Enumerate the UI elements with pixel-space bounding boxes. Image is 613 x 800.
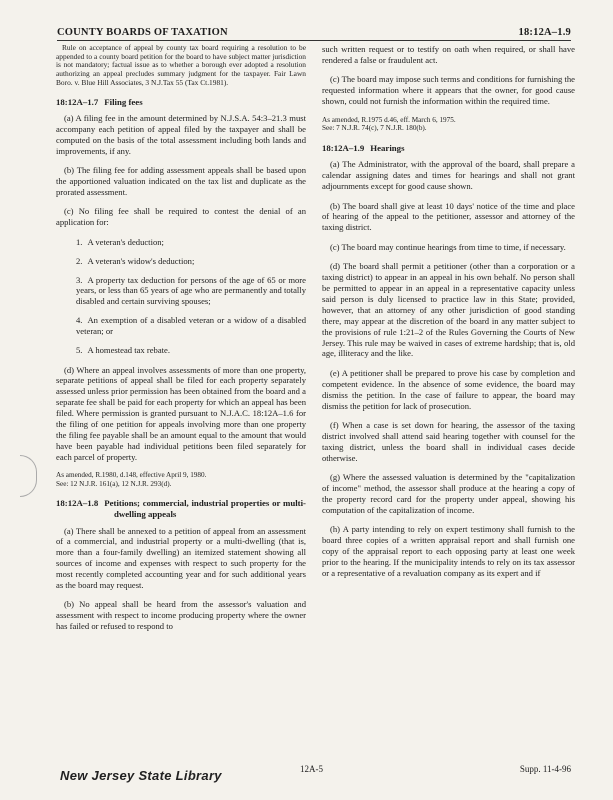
right-column <box>322 44 575 587</box>
section-heading-1-9 <box>322 143 575 154</box>
list-item: 5. A homestead tax rebate. <box>76 345 171 356</box>
left-column <box>56 44 306 641</box>
paragraph: (c) No filing fee shall be required to contest the denial of an application for: <box>56 206 306 228</box>
section-title: Filing fees <box>104 96 143 107</box>
paragraph: such written request or to testify on oath when required, or shall have rendered a false or fraudulent act. <box>322 44 575 65</box>
exemption-list <box>56 237 306 356</box>
paragraph: (e) A petitioner shall be prepared to prove his case by completion and competent evidence. In the absence of some evidence, the board may dismiss the petition. In the case of failure to appear, the board may dismiss the petition for lack of prosecution. <box>322 367 575 411</box>
paragraph: (a) A filing fee in the amount determined by N.J.S.A. 54:3–21.3 must accompany each petition of appeal filed by the taxpayer and shall be computed on the basis of the total assessment including both lands and improvements, if any. <box>56 113 306 156</box>
page-footer <box>60 764 571 784</box>
paragraph: (f) When a case is set down for hearing, the assessor of the taxing district involved shall attend said hearing together with counsel for the taxing district, unless the board shall in individual cases decide otherwise. <box>322 419 575 463</box>
paragraph: (d) The board shall permit a petitioner (other than a corporation or a taxing district) to appear in an appeal in his own behalf. No person shall be permitted to appear in an appeal in a representative capacity unless said person is duly licensed to practice law in this State; provided, however, that an attorney of any other jurisdiction of good standing there, may appear at the discretion of the board in any matter subject to the provisions of rule 1:21–2 of the Rules Governing the Courts of New Jersey. This rule may be waived in cases of extreme hardship; that is, old age, illiteracy and the like. <box>322 261 575 359</box>
header-section: 18:12A–1.9 <box>518 27 571 38</box>
list-item: 3. A property tax deduction for persons of the age of 65 or more years, or less than 65 years of age who are permanently and totally disabled and certain surviving spouses; <box>76 274 306 307</box>
section-number: 18:12A–1.7 <box>56 96 99 107</box>
library-stamp: New Jersey State Library <box>60 768 222 783</box>
binding-mark <box>20 455 37 497</box>
paragraph: (b) The filing fee for adding assessment appeals shall be based upon the apportioned valuation indicated on the tax list and duplicate as the prorated assessment. <box>56 165 306 198</box>
section-number: 18:12A–1.8 <box>56 498 99 509</box>
paragraph: (d) Where an appeal involves assessments of more than one property, separate petitions of appeal shall be filed for each property separately assessed unless prior permission has been obtained from the board and a separate fee shall be paid for each property for which an appeal has been filed. Where permission is granted pursuant to N.J.A.C. 18:12A–1.6 for the filing of one petition for appeals involving more than one property the filing fee payable shall be an amount equal to the amount that would have been payable had individual petitions been filed separately for each parcel of property. <box>56 364 306 462</box>
paragraph: (a) The Administrator, with the approval of the board, shall prepare a calendar assigning dates and times for hearings and shall not grant adjournments except for good cause shown. <box>322 159 575 192</box>
paragraph: (g) Where the assessed valuation is determined by the "capitalization of income" method, the assessor shall produce at the hearing a copy of the property record card for the property under appeal, showing his computation of the capitalization of income. <box>322 472 575 515</box>
paragraph: (b) No appeal shall be heard from the assessor's valuation and assessment with respect to income producing property where the owner has failed or refused to respond to <box>56 599 306 632</box>
header-title: COUNTY BOARDS OF TAXATION <box>57 27 228 38</box>
paragraph: (a) There shall be annexed to a petition of appeal from an assessment of a commercial, and industrial property or a multi-dwelling (that is, more than a four-family dwelling) an itemized statement showing all sources of income and expenses with respect to such property for the most recently completed accounting year and for such additional years as the board may request. <box>56 525 306 591</box>
section-title: Petitions; commercial, industrial properties or multi-dwelling appeals <box>104 498 306 519</box>
section-heading-1-7 <box>56 97 306 108</box>
running-header <box>57 22 571 41</box>
section-heading-1-8 <box>56 498 306 519</box>
list-item: 4. An exemption of a disabled veteran or a widow of a disabled veteran; or <box>76 315 306 337</box>
list-item: 1. A veteran's deduction; <box>76 236 164 247</box>
list-item: 2. A veteran's widow's deduction; <box>76 255 195 266</box>
page-number: 12A-5 <box>300 764 323 774</box>
supplement-date: Supp. 11-4-96 <box>519 764 571 774</box>
section-number: 18:12A–1.9 <box>322 142 365 153</box>
paragraph: (h) A party intending to rely on expert testimony shall furnish to the board three copies of a written appraisal report and shall furnish one copy of the appraisal report to each opposing party at least one week prior to the hearing. If the municipality intends to rely on its tax assessor or a representative of a revaluation company as its expert and if <box>322 524 575 578</box>
amendment-note: As amended, R.1980, d.148, effective April 9, 1980. See: 12 N.J.R. 161(a), 12 N.J.R. 293(d). <box>56 471 207 488</box>
paragraph: (b) The board shall give at least 10 days' notice of the time and place of hearing of the appeal to the petitioner, assessor and attorney of the taxing district. <box>322 200 575 233</box>
case-note: Rule on acceptance of appeal by county tax board requiring a resolution to be appended to a county board petition for the board to have subject matter jurisdiction is not mandatory; factual issue as to whether a borough ever adopted a resolution authorizing an appeal precludes summary judgment for the taxpayer. Fair Lawn Boro. v. Blue Hill Associates, 3 N.J.Tax 55 (Tax Ct.1981). <box>56 43 306 87</box>
paragraph: (c) The board may continue hearings from time to time, if necessary. <box>330 241 566 252</box>
section-title: Hearings <box>370 142 405 153</box>
paragraph: (c) The board may impose such terms and conditions for furnishing the requested information where it appears that the owner, for good cause shown, could not furnish the information within the required time. <box>322 74 575 107</box>
amendment-note: As amended, R.1975 d.46, eff. March 6, 1975. See: 7 N.J.R. 74(c), 7 N.J.R. 180(b). <box>322 115 456 133</box>
